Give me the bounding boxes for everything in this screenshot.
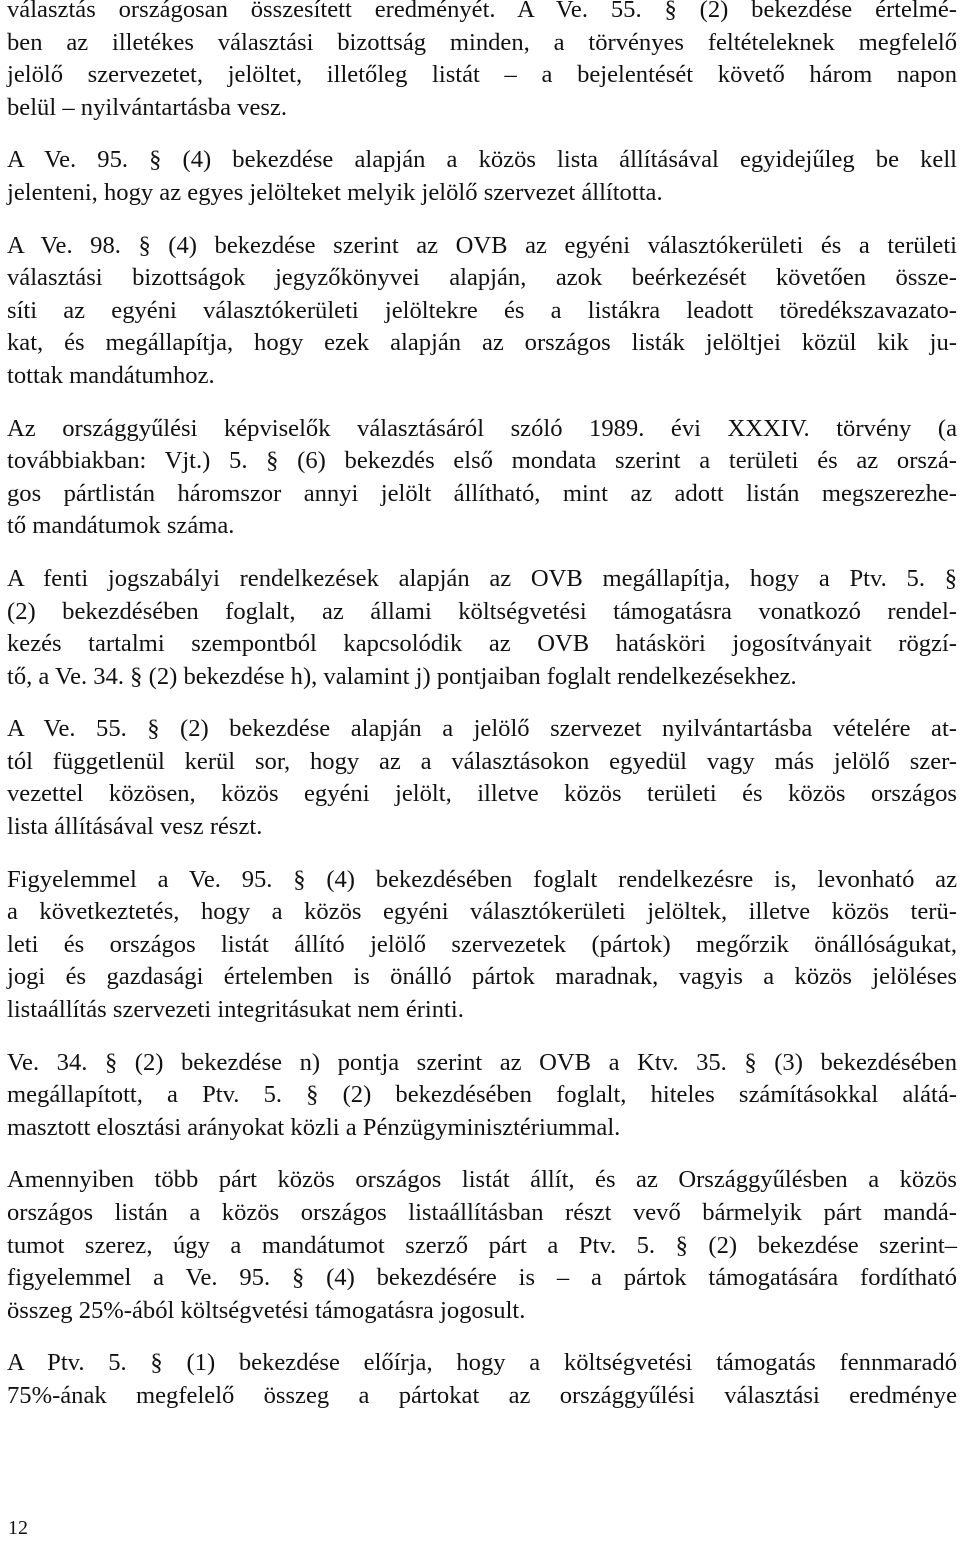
text-line: síti az egyéni választókerületi jelöltekre és a listákra leadott töredékszavazato- bbox=[7, 296, 957, 324]
page-number: 12 bbox=[8, 1517, 28, 1539]
text-line: jelenteni, hogy az egyes jelölteket melyik jelölő szervezet állította. bbox=[7, 178, 663, 206]
text-line: masztott elosztási arányokat közli a Pénzügyminisztériummal. bbox=[7, 1113, 621, 1141]
text-line: figyelemmel a Ve. 95. § (4) bekezdésére is – a pártok támogatására fordítható bbox=[7, 1264, 957, 1292]
text-line: A fenti jogszabályi rendelkezések alapján az OVB megállapítja, hogy a Ptv. 5. § bbox=[7, 564, 957, 592]
text-line: összeg 25%-ából költségvetési támogatásra jogosult. bbox=[7, 1296, 526, 1324]
text-line: kat, és megállapítja, hogy ezek alapján az országos listák jelöltjei közül kik ju- bbox=[7, 329, 957, 357]
text-line: lista állításával vesz részt. bbox=[7, 813, 263, 841]
text-line: tól függetlenül kerül sor, hogy az a választásokon egyedül vagy más jelölő szer- bbox=[7, 747, 957, 775]
text-line: ben az illetékes választási bizottság minden, a törvényes feltételeknek megfelelő bbox=[7, 28, 957, 56]
paragraph bbox=[7, 413, 957, 543]
text-line: megállapított, a Ptv. 5. § (2) bekezdésében foglalt, hiteles számításokkal alátá- bbox=[7, 1081, 957, 1109]
text-line: Figyelemmel a Ve. 95. § (4) bekezdésében foglalt rendelkezésre is, levonható az bbox=[7, 865, 957, 893]
paragraph bbox=[7, 563, 957, 693]
text-line: leti és országos listát állító jelölő szervezetek (pártok) megőrzik önállóságukat, bbox=[7, 930, 957, 958]
text-line: választási bizottságok jegyzőkönyvei alapján, azok beérkezését követően össze- bbox=[7, 264, 957, 292]
paragraph bbox=[7, 1047, 957, 1145]
text-line: gos pártlistán háromszor annyi jelölt állítható, mint az adott listán megszerezhe- bbox=[7, 479, 957, 507]
text-line: továbbiakban: Vjt.) 5. § (6) bekezdés első mondata szerint a területi és az orszá- bbox=[7, 447, 957, 475]
text-line: A Ve. 55. § (2) bekezdése alapján a jelölő szervezet nyilvántartásba vételére at- bbox=[7, 715, 957, 743]
paragraph bbox=[7, 144, 957, 209]
text-line: A Ve. 98. § (4) bekezdése szerint az OVB az egyéni választókerületi és a területi bbox=[7, 231, 957, 259]
text-line: tő mandátumok száma. bbox=[7, 512, 235, 540]
text-line: (2) bekezdésében foglalt, az állami költségvetési támogatásra vonatkozó rendel- bbox=[7, 597, 957, 625]
paragraph bbox=[7, 0, 957, 124]
text-line: Amennyiben több párt közös országos listát állít, és az Országgyűlésben a közös bbox=[7, 1166, 957, 1194]
text-line: Ve. 34. § (2) bekezdése n) pontja szerint az OVB a Ktv. 35. § (3) bekezdésében bbox=[7, 1048, 957, 1076]
paragraph bbox=[7, 1164, 957, 1327]
text-line: tő, a Ve. 34. § (2) bekezdése h), valamint j) pontjaiban foglalt rendelkezésekhez. bbox=[7, 662, 797, 690]
text-line: 75%-ának megfelelő összeg a pártokat az országgyűlési választási eredménye bbox=[7, 1381, 957, 1409]
text-line: országos listán a közös országos listaállításban részt vevő bármelyik párt mandá- bbox=[7, 1199, 957, 1226]
text-line: A Ptv. 5. § (1) bekezdése előírja, hogy a költségvetési támogatás fennmaradó bbox=[7, 1349, 957, 1377]
text-line: jelölő szervezetet, jelöltet, illetőleg listát – a bejelentését követő három napon bbox=[7, 61, 957, 89]
text-line: választás országosan összesített eredményét. A Ve. 55. § (2) bekezdése értelmé- bbox=[7, 0, 957, 23]
text-line: A Ve. 95. § (4) bekezdése alapján a közös lista állításával egyidejűleg be kell bbox=[7, 146, 957, 174]
text-line: belül – nyilvántartásba vesz. bbox=[7, 93, 288, 121]
text-line: a következtetés, hogy a közös egyéni választókerületi jelöltek, illetve közös terü- bbox=[7, 898, 957, 926]
text-line: listaállítás szervezeti integritásukat nem érinti. bbox=[7, 996, 464, 1024]
text-line: Az országgyűlési képviselők választásáról szóló 1989. évi XXXIV. törvény (a bbox=[7, 414, 957, 442]
text-line: kezés tartalmi szempontból kapcsolódik az OVB hatásköri jogosítványait rögzí- bbox=[7, 630, 957, 658]
text-line: tumot szerez, úgy a mandátumot szerző párt a Ptv. 5. § (2) bekezdése szerint– bbox=[7, 1231, 957, 1259]
text-line: jogi és gazdasági értelemben is önálló pártok maradnak, vagyis a közös jelöléses bbox=[7, 963, 957, 991]
paragraph bbox=[7, 1347, 957, 1412]
paragraph bbox=[7, 713, 957, 843]
document-page bbox=[7, 0, 957, 1433]
paragraph bbox=[7, 864, 957, 1027]
text-line: tottak mandátumhoz. bbox=[7, 361, 215, 389]
text-line: vezettel közösen, közös egyéni jelölt, illetve közös területi és közös országos bbox=[7, 780, 957, 808]
paragraph bbox=[7, 230, 957, 393]
